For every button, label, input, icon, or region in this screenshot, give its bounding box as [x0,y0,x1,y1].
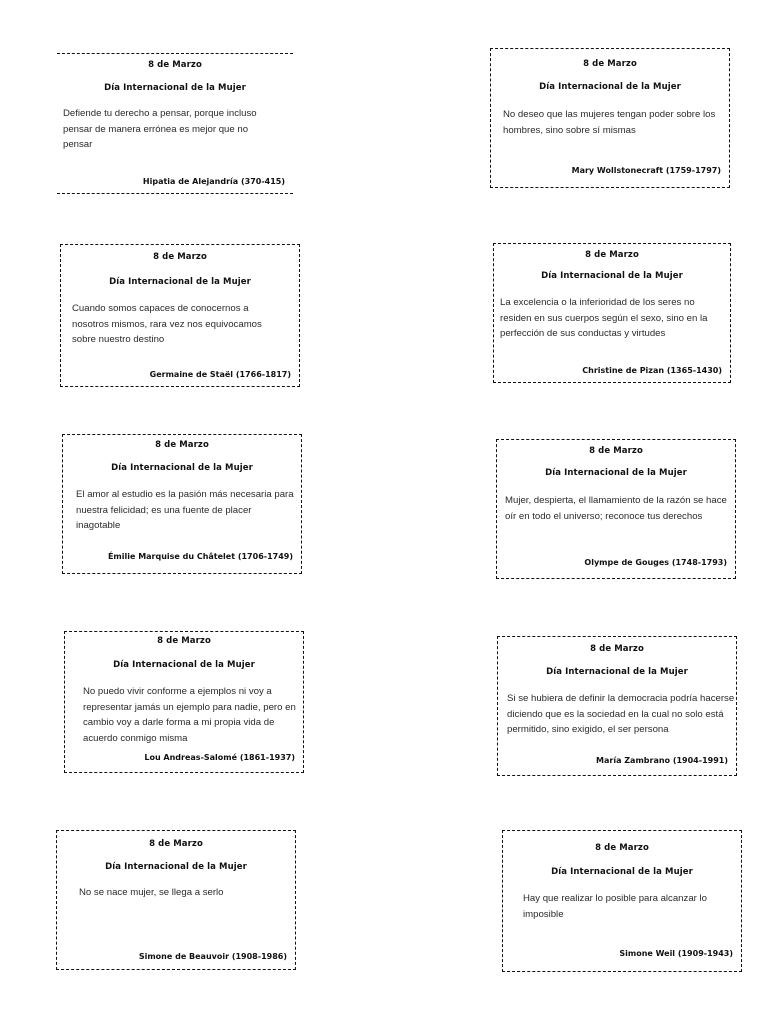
quote-card-weil [502,830,742,972]
card-title: Día Internacional de la Mujer [545,468,687,478]
card-author: Olympe de Gouges (1748-1793) [584,558,727,567]
card-date: 8 de Marzo [585,250,639,260]
card-quote: El amor al estudio es la pasión más necesaria para nuestra felicidad; es una fuente de placer inagotable [76,489,294,531]
card-date: 8 de Marzo [583,59,637,69]
card-date: 8 de Marzo [149,839,203,849]
card-author: Simone Weil (1909-1943) [619,949,733,958]
card-date: 8 de Marzo [153,252,207,262]
card-title: Día Internacional de la Mujer [541,271,683,281]
card-title: Día Internacional de la Mujer [551,867,693,877]
card-title: Día Internacional de la Mujer [113,660,255,670]
card-date: 8 de Marzo [157,636,211,646]
card-title: Día Internacional de la Mujer [104,83,246,93]
quote-card-beauvoir [56,830,296,970]
card-quote: Hay que realizar lo posible para alcanzar lo imposible [523,893,707,920]
card-title: Día Internacional de la Mujer [109,277,251,287]
card-author: Simone de Beauvoir (1908-1986) [138,952,287,961]
card-date: 8 de Marzo [148,60,202,70]
quote-card-pizan [493,243,731,383]
quote-card-zambrano [497,636,737,776]
card-date: 8 de Marzo [590,644,644,654]
quote-card-hipatia [57,53,293,194]
quote-card-chatelet [62,434,302,574]
quote-card-gouges [496,439,736,579]
card-quote: Defiende tu derecho a pensar, porque incluso pensar de manera errónea es mejor que no pensar [63,108,257,150]
card-quote: Si se hubiera de definir la democracia podría hacerse diciendo que es la sociedad en la cual no solo está permitido, sino exigido, el ser persona [507,693,735,735]
card-title: Día Internacional de la Mujer [111,463,253,473]
card-author: Émilie Marquise du Châtelet (1706-1749) [107,552,293,561]
quote-card-stael [60,244,300,387]
quote-card-wollstonecraft [490,48,730,188]
card-author: María Zambrano (1904-1991) [596,756,728,765]
card-author: Lou Andreas-Salomé (1861-1937) [144,753,295,762]
card-quote: No puedo vivir conforme a ejemplos ni voy a representar jamás un ejemplo para nadie, pero en cambio voy a darle forma a mi propia vida de acuerdo conmigo misma [83,686,296,744]
card-date: 8 de Marzo [595,843,649,853]
card-quote: Cuando somos capaces de conocernos a nosotros mismos, rara vez nos equivocamos sobre nuestro destino [72,303,262,345]
card-title: Día Internacional de la Mujer [546,667,688,677]
card-quote: Mujer, despierta, el llamamiento de la razón se hace oír en todo el universo; reconoce tus derechos [505,495,727,522]
card-quote: La excelencia o la inferioridad de los seres no residen en sus cuerpos según el sexo, sino en la perfección de sus conductas y virtudes [500,297,708,339]
card-quote: No deseo que las mujeres tengan poder sobre los hombres, sino sobre sí mismas [503,109,716,136]
card-date: 8 de Marzo [155,440,209,450]
card-author: Hipatia de Alejandría (370-415) [142,177,285,186]
card-author: Christine de Pizan (1365-1430) [582,366,722,375]
card-title: Día Internacional de la Mujer [539,82,681,92]
card-author: Germaine de Staël (1766-1817) [149,370,291,379]
card-author: Mary Wollstonecraft (1759-1797) [571,166,721,175]
card-quote: No se nace mujer, se llega a serlo [79,887,224,898]
quote-card-salome [64,631,304,773]
card-date: 8 de Marzo [589,446,643,456]
card-title: Día Internacional de la Mujer [105,862,247,872]
